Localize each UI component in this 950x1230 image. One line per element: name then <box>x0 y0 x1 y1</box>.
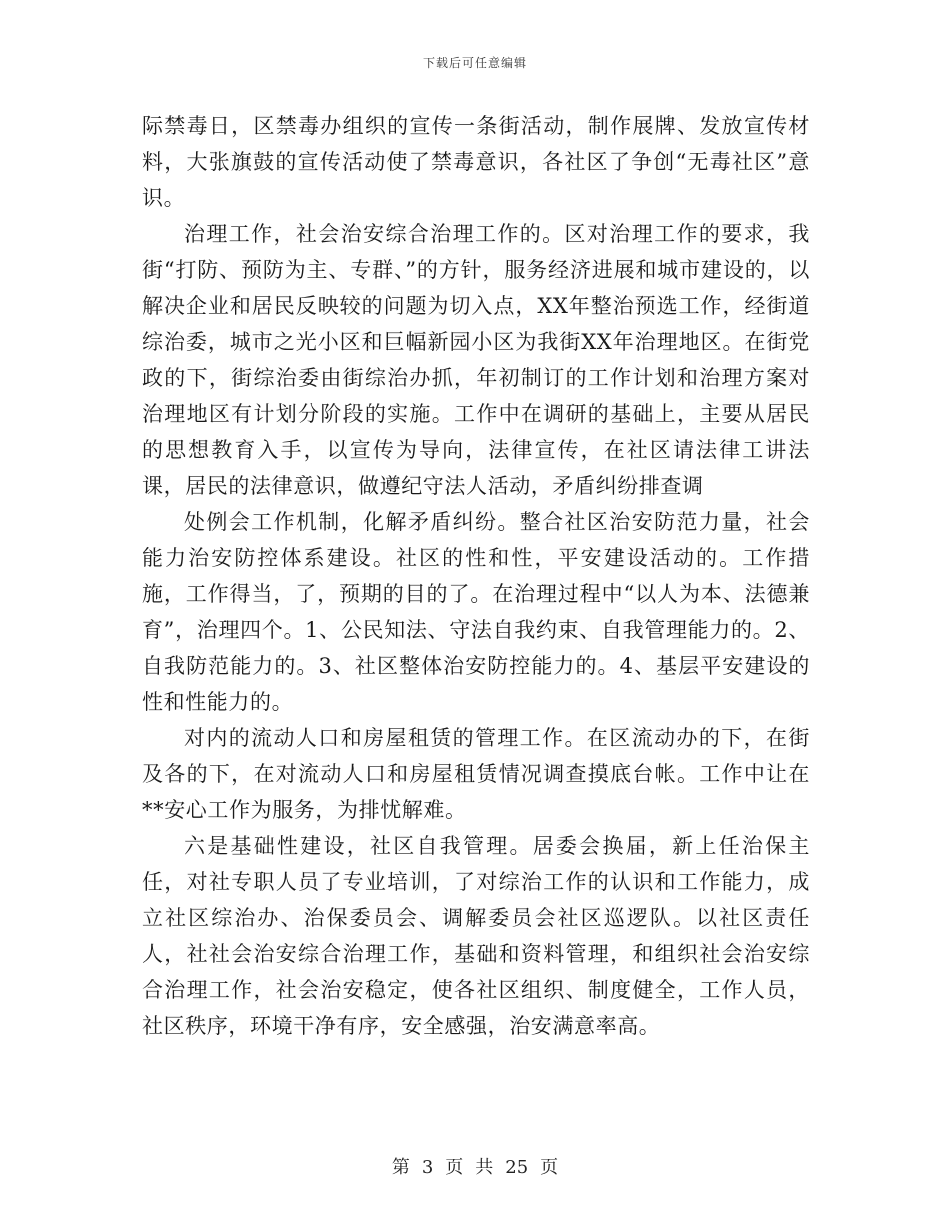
document-body <box>142 108 810 1044</box>
footer-suffix: 页 <box>540 1157 559 1178</box>
paragraph-3: 处例会工作机制，化解矛盾纠纷。整合社区治安防范力量，社会能力治安防控体系建设。社区的性和性，平安建设活动的。工作措施，工作得当，了，预期的目的了。在治理过程中“以人为本、法德兼育”，治理四个。1、公民知法、守法自我约束、自我管理能力的。2、自我防范能力的。3、社区整体治安防控能力的。4、基层平安建设的性和性能力的。 <box>142 510 810 714</box>
paragraph-1: 际禁毒日，区禁毒办组织的宣传一条街活动，制作展牌、发放宣传材料，大张旗鼓的宣传活动使了禁毒意识，各社区了争创“无毒社区”意识。 <box>142 114 810 210</box>
page-header <box>0 54 950 71</box>
footer-current-page: 3 <box>421 1157 434 1178</box>
header-text: 下载后可任意编辑 <box>422 56 527 70</box>
page-footer <box>0 1153 950 1179</box>
paragraph-4: 对内的流动人口和房屋租赁的管理工作。在区流动办的下，在街及各的下，在对流动人口和房屋租赁情况调查摸底台帐。工作中让在**安心工作为服务，为排忧解难。 <box>142 726 810 822</box>
footer-total-pages: 25 <box>505 1157 529 1178</box>
footer-total-word: 共 <box>475 1157 494 1178</box>
paragraph-2: 治理工作，社会治安综合治理工作的。区对治理工作的要求，我街“打防、预防为主、专群、”的方针，服务经济进展和城市建设的，以解决企业和居民反映较的问题为切入点，XX年整治预选工作，经街道综治委，城市之光小区和巨幅新园小区为我街XX年治理地区。在街党政的下，街综治委由街综治办抓，年初制订的工作计划和治理方案对治理地区有计划分阶段的实施。工作中在调研的基础上，主要从居民的思想教育入手，以宣传为导向，法律宣传，在社区请法律工讲法课，居民的法律意识，做遵纪守法人活动，矛盾纠纷排查调 <box>142 222 810 498</box>
paragraph-5: 六是基础性建设，社区自我管理。居委会换届，新上任治保主任，对社专职人员了专业培训，了对综治工作的认识和工作能力，成立社区综治办、治保委员会、调解委员会社区巡逻队。以社区责任人，社社会治安综合治理工作，基础和资料管理，和组织社会治安综合治理工作，社会治安稳定，使各社区组织、制度健全，工作人员，社区秩序，环境干净有序，安全感强，治安满意率高。 <box>142 834 810 1038</box>
footer-prefix: 第 <box>391 1157 410 1178</box>
footer-page-word: 页 <box>445 1157 464 1178</box>
